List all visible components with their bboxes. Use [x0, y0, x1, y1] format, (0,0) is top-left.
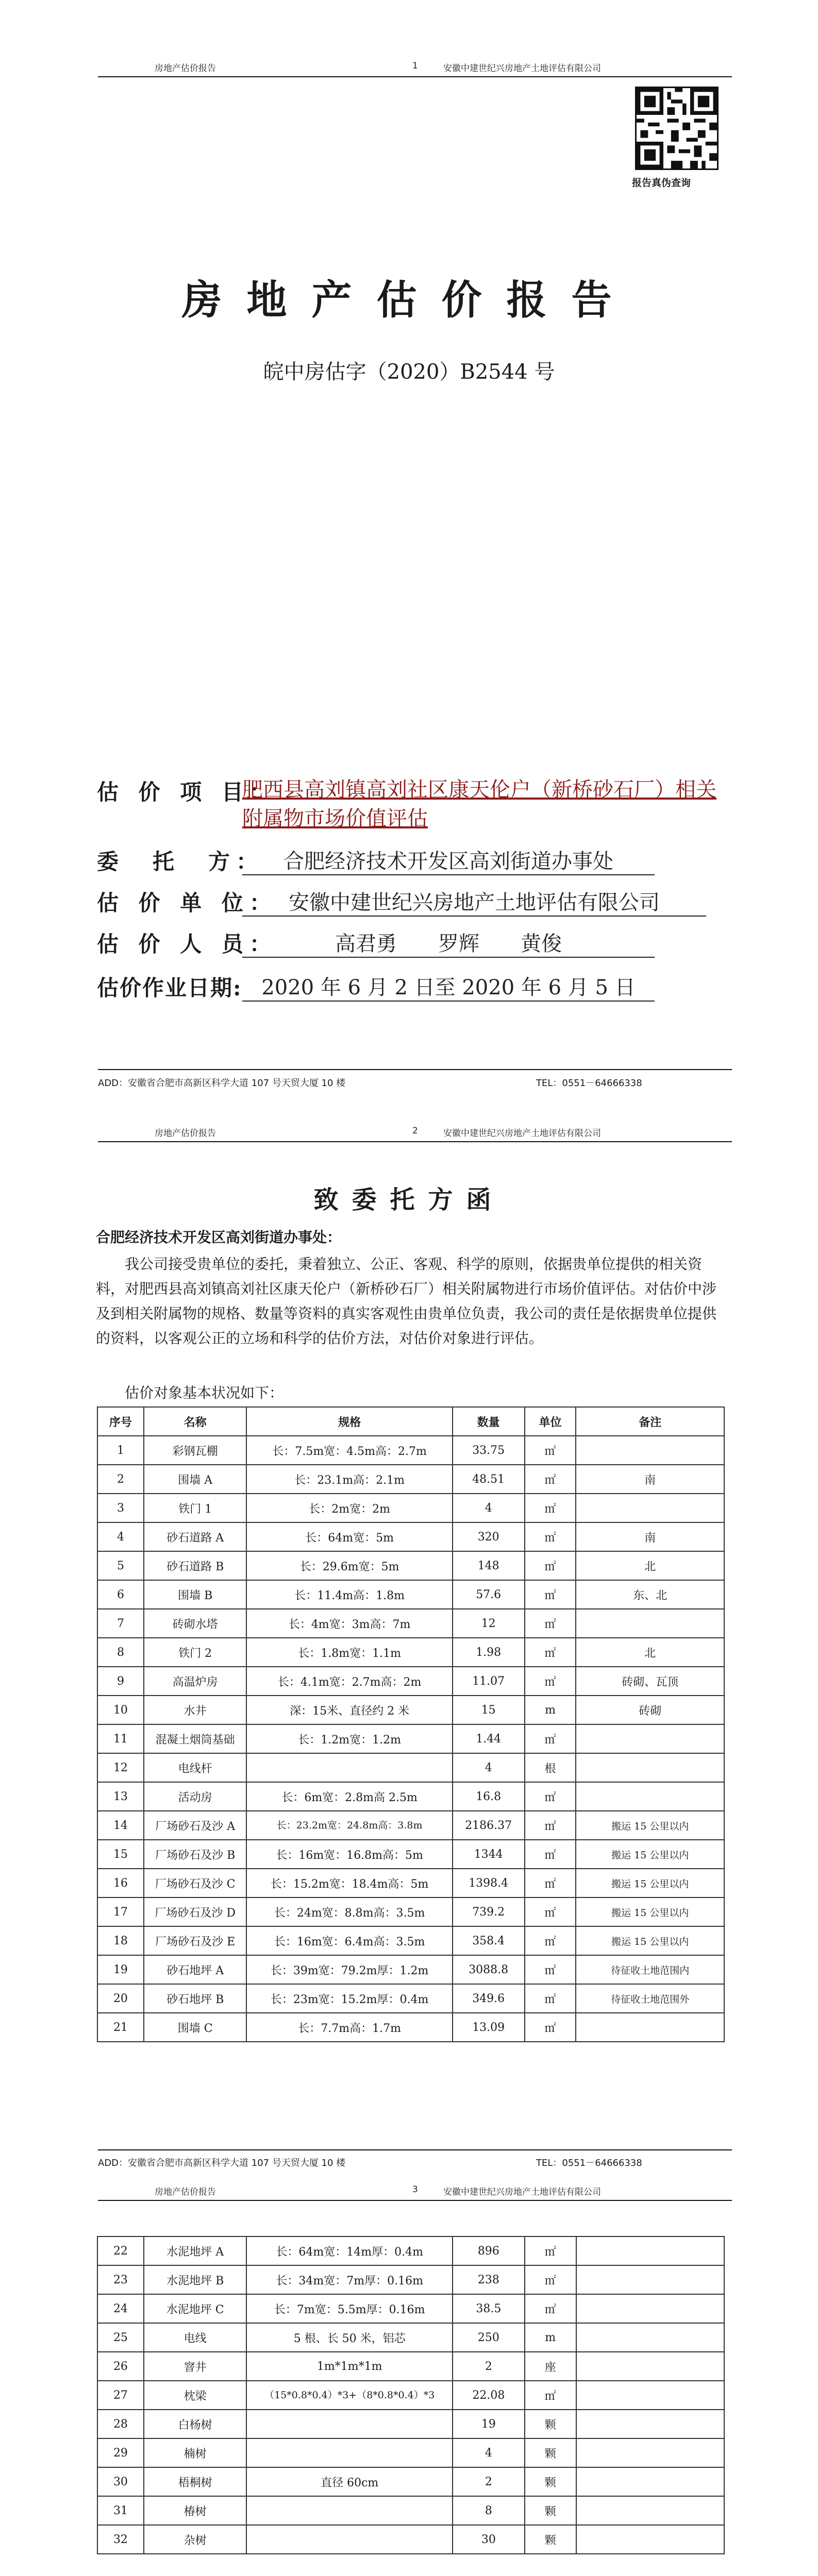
table-cell: 根: [525, 1753, 576, 1782]
table-cell: 33.75: [453, 1436, 525, 1465]
table-cell: 砂石地坪 B: [144, 1984, 247, 2013]
qr-code[interactable]: [635, 87, 719, 170]
qr-caption: 报告真伪查询: [632, 177, 691, 189]
table-cell: 2: [453, 2352, 525, 2381]
table-cell: 待征收土地范围外: [576, 1984, 724, 2013]
table-cell: 30: [97, 2467, 144, 2496]
table-row: [97, 1667, 724, 1696]
table-cell: 长：2m宽：2m: [246, 1494, 452, 1522]
table-cell: [246, 2496, 452, 2525]
table-row: [97, 2294, 724, 2323]
table-row: [97, 1869, 724, 1897]
page-header-left: 房地产估价报告: [155, 1128, 216, 1139]
table-header-row: [97, 1407, 724, 1436]
table-cell: 32: [97, 2525, 144, 2554]
page-header-right: 安徽中建世纪兴房地产土地评估有限公司: [443, 2187, 601, 2197]
table-cell: 水泥地坪 C: [144, 2294, 247, 2323]
table-row: [97, 1782, 724, 1811]
project-value: 肥西县高刘镇高刘社区康天伦户（新桥砂石厂）相关附属物市场价值评估: [242, 778, 716, 831]
table-cell: 长：64m宽：5m: [246, 1522, 452, 1551]
page-number: 2: [412, 1126, 418, 1136]
table-cell: 砖砌、瓦顶: [576, 1667, 724, 1696]
table-header-cell: 名称: [144, 1407, 247, 1436]
table-cell: ㎡: [525, 1869, 576, 1897]
table-row: [97, 2352, 724, 2381]
table-cell: ㎡: [525, 1638, 576, 1667]
table-cell: 长：1.2m宽：1.2m: [246, 1724, 452, 1753]
table-row: [97, 2013, 724, 2042]
table-cell: ㎡: [525, 1667, 576, 1696]
letter-addressee: 合肥经济技术开发区高刘街道办事处：: [96, 1229, 342, 1246]
table-cell: 238: [453, 2265, 525, 2294]
table-cell: 19: [97, 1955, 144, 1984]
date-value: 2020 年 6 月 2 日至 2020 年 6 月 5 日: [242, 971, 655, 1002]
table-cell: 31: [97, 2496, 144, 2525]
letter-paragraph-1: 我公司接受贵单位的委托，秉着独立、公正、客观、科学的原则，依据贵单位提供的相关资料，对肥西县高刘镇高刘社区康天伦户（新桥砂石厂）相关附属物进行市场价值评估。对估价中涉及到相关附属物的规格、数量等资料的真实客观性由贵单位负责，我公司的责任是依据贵单位提供的资料，以客观公正的立场和科学的估价方法，对估价对象进行评估。: [96, 1256, 717, 1347]
table-header-cell: 序号: [97, 1407, 144, 1436]
table-header-cell: 备注: [576, 1407, 724, 1436]
table-header-cell: 单位: [525, 1407, 576, 1436]
table-cell: 17: [97, 1897, 144, 1926]
table-cell: 梧桐树: [144, 2467, 247, 2496]
table-cell: 座: [525, 2352, 576, 2381]
table-row: [97, 1522, 724, 1551]
table-cell: 颗: [525, 2525, 576, 2554]
table-cell: 18: [97, 1926, 144, 1955]
table-cell: 长：64m宽：14m厚：0.4m: [246, 2236, 452, 2265]
table-cell: 北: [576, 1551, 724, 1580]
table-cell: 砂石地坪 A: [144, 1955, 247, 1984]
table-cell: 围墙 A: [144, 1465, 247, 1494]
table-cell: 直径 60cm: [246, 2467, 452, 2496]
table-cell: 长：23.1m高：2.1m: [246, 1465, 452, 1494]
page-number: 1: [412, 61, 418, 71]
table-cell: 22.08: [453, 2381, 525, 2410]
page-header-right: 安徽中建世纪兴房地产土地评估有限公司: [443, 1128, 601, 1139]
table-cell: 10: [97, 1696, 144, 1724]
header-rule: [98, 76, 732, 77]
table-cell: 搬运 15 公里以内: [576, 1869, 724, 1897]
table-cell: 4: [97, 1522, 144, 1551]
table-cell: ㎡: [525, 1522, 576, 1551]
table-cell: 深：15米、直径约 2 米: [246, 1696, 452, 1724]
table-cell: 东、北: [576, 1580, 724, 1609]
table-cell: ㎡: [525, 1840, 576, 1869]
table-cell: （15*0.8*0.4）*3+（8*0.8*0.4）*3: [246, 2381, 452, 2410]
table-cell: 27: [97, 2381, 144, 2410]
table-cell: 搬运 15 公里以内: [576, 1926, 724, 1955]
table-row: [97, 1753, 724, 1782]
table-row: [97, 2323, 724, 2352]
table-cell: 长：34m宽：7m厚：0.16m: [246, 2265, 452, 2294]
table-cell: 21: [97, 2013, 144, 2042]
table-cell: 57.6: [453, 1580, 525, 1609]
client-label: 委 托 方：: [97, 849, 264, 874]
table-cell: 长：23m宽：15.2m厚：0.4m: [246, 1984, 452, 2013]
table-cell: 白杨树: [144, 2410, 247, 2438]
table-cell: m: [525, 1696, 576, 1724]
client-value: 合肥经济技术开发区高刘街道办事处: [242, 845, 655, 875]
table-cell: 窨井: [144, 2352, 247, 2381]
table-cell: [576, 2323, 724, 2352]
table-row: [97, 2265, 724, 2294]
table-cell: 29: [97, 2438, 144, 2467]
table-cell: 颗: [525, 2438, 576, 2467]
table-cell: 19: [453, 2410, 525, 2438]
table-row: [97, 1580, 724, 1609]
table-cell: ㎡: [525, 1897, 576, 1926]
table-cell: 3: [97, 1494, 144, 1522]
table-cell: 2186.37: [453, 1811, 525, 1840]
asset-table: [97, 1406, 725, 2042]
table-cell: 厂场砂石及沙 C: [144, 1869, 247, 1897]
table-cell: 长：29.6m宽：5m: [246, 1551, 452, 1580]
table-cell: [576, 2438, 724, 2467]
table-cell: 长：4m宽：3m高：7m: [246, 1609, 452, 1638]
table-cell: 长：7m宽：5.5m厚：0.16m: [246, 2294, 452, 2323]
table-cell: 高温炉房: [144, 1667, 247, 1696]
table-cell: [576, 1609, 724, 1638]
table-cell: 电线: [144, 2323, 247, 2352]
table-cell: 2: [453, 2467, 525, 2496]
table-cell: 38.5: [453, 2294, 525, 2323]
table-cell: 搬运 15 公里以内: [576, 1897, 724, 1926]
table-cell: 5: [97, 1551, 144, 1580]
table-cell: 砖砌水塔: [144, 1609, 247, 1638]
table-cell: 320: [453, 1522, 525, 1551]
table-cell: 739.2: [453, 1897, 525, 1926]
table-row: [97, 2467, 724, 2496]
table-cell: 5 根、长 50 米，铝芯: [246, 2323, 452, 2352]
table-cell: 7: [97, 1609, 144, 1638]
table-cell: 混凝土烟筒基础: [144, 1724, 247, 1753]
table-cell: [246, 2410, 452, 2438]
table-row: [97, 1926, 724, 1955]
table-cell: ㎡: [525, 1580, 576, 1609]
table-cell: 活动房: [144, 1782, 247, 1811]
table-cell: [576, 1753, 724, 1782]
table-cell: 349.6: [453, 1984, 525, 2013]
table-cell: 厂场砂石及沙 D: [144, 1897, 247, 1926]
table-cell: 围墙 C: [144, 2013, 247, 2042]
table-cell: 16: [97, 1869, 144, 1897]
table-cell: 4: [453, 1753, 525, 1782]
table-cell: 铁门 1: [144, 1494, 247, 1522]
table-header-cell: 数量: [453, 1407, 525, 1436]
table-cell: 1.44: [453, 1724, 525, 1753]
table-row: [97, 1724, 724, 1753]
table-cell: [576, 2013, 724, 2042]
table-cell: 1.98: [453, 1638, 525, 1667]
page-header-right: 安徽中建世纪兴房地产土地评估有限公司: [443, 63, 601, 74]
table-row: [97, 1465, 724, 1494]
table-cell: [576, 2410, 724, 2438]
staff-label: 估 价 人 员：: [97, 931, 277, 957]
table-cell: 搬运 15 公里以内: [576, 1840, 724, 1869]
page-header-left: 房地产估价报告: [155, 2187, 216, 2197]
table-cell: 厂场砂石及沙 A: [144, 1811, 247, 1840]
table-cell: 砂石道路 B: [144, 1551, 247, 1580]
table-cell: 11.07: [453, 1667, 525, 1696]
table-cell: [576, 2525, 724, 2554]
table-cell: 4: [453, 2438, 525, 2467]
table-row: [97, 1840, 724, 1869]
table-cell: 长：6m宽：2.8m高 2.5m: [246, 1782, 452, 1811]
report-number: 皖中房估字（2020）B2544 号: [263, 360, 555, 384]
table-cell: 8: [97, 1638, 144, 1667]
table-cell: 24: [97, 2294, 144, 2323]
table-cell: 长：1.8m宽：1.1m: [246, 1638, 452, 1667]
table-row: [97, 1811, 724, 1840]
table-cell: 48.51: [453, 1465, 525, 1494]
table-cell: ㎡: [525, 1609, 576, 1638]
table-cell: [576, 2381, 724, 2410]
table-cell: 南: [576, 1465, 724, 1494]
asset-table-continued: [97, 2236, 725, 2554]
appraiser-label: 估 价 单 位：: [97, 890, 277, 916]
table-cell: 长：16m宽：6.4m高：3.5m: [246, 1926, 452, 1955]
table-cell: [576, 1724, 724, 1753]
appraiser-value: 安徽中建世纪兴房地产土地评估有限公司: [242, 886, 706, 917]
table-cell: [576, 1494, 724, 1522]
table-cell: [576, 2467, 724, 2496]
footer-address: ADD：安徽省合肥市高新区科学大道 107 号天贸大厦 10 楼: [98, 2158, 346, 2168]
table-cell: 148: [453, 1551, 525, 1580]
table-cell: m: [525, 2323, 576, 2352]
table-cell: ㎡: [525, 1782, 576, 1811]
table-cell: 长：7.7m高：1.7m: [246, 2013, 452, 2042]
table-row: [97, 2236, 724, 2265]
table-cell: 13: [97, 1782, 144, 1811]
table-cell: 南: [576, 1522, 724, 1551]
table-header-cell: 规格: [246, 1407, 452, 1436]
table-row: [97, 2438, 724, 2467]
footer-rule: [98, 1069, 732, 1070]
page-header-left: 房地产估价报告: [155, 63, 216, 74]
table-cell: ㎡: [525, 1724, 576, 1753]
table-cell: 铁门 2: [144, 1638, 247, 1667]
table-cell: ㎡: [525, 1984, 576, 2013]
table-cell: ㎡: [525, 1955, 576, 1984]
table-row: [97, 1609, 724, 1638]
table-row: [97, 2410, 724, 2438]
table-cell: [246, 2525, 452, 2554]
table-cell: 3088.8: [453, 1955, 525, 1984]
footer-address: ADD：安徽省合肥市高新区科学大道 107 号天贸大厦 10 楼: [98, 1078, 346, 1089]
table-cell: 15: [453, 1696, 525, 1724]
table-cell: 8: [453, 2496, 525, 2525]
table-cell: 11: [97, 1724, 144, 1753]
report-title: 房地产估价报告: [181, 277, 637, 324]
footer-tel: TEL：0551－64666338: [536, 2158, 642, 2168]
table-cell: 30: [453, 2525, 525, 2554]
footer-tel: TEL：0551－64666338: [536, 1078, 642, 1089]
table-cell: 厂场砂石及沙 E: [144, 1926, 247, 1955]
project-label: 估 价 项 目：: [97, 779, 277, 805]
staff-value: 高君勇 罗辉 黄俊: [242, 927, 655, 958]
table-cell: ㎡: [525, 1465, 576, 1494]
table-cell: 楠树: [144, 2438, 247, 2467]
table-cell: [576, 2496, 724, 2525]
table-cell: 25: [97, 2323, 144, 2352]
table-cell: 砖砌: [576, 1696, 724, 1724]
table-cell: [576, 1436, 724, 1465]
table-cell: 1344: [453, 1840, 525, 1869]
table-row: [97, 1638, 724, 1667]
table-cell: ㎡: [525, 2236, 576, 2265]
table-row: [97, 2496, 724, 2525]
table-cell: 搬运 15 公里以内: [576, 1811, 724, 1840]
table-cell: ㎡: [525, 2013, 576, 2042]
table-row: [97, 1984, 724, 2013]
table-cell: 长：4.1m宽：2.7m高：2m: [246, 1667, 452, 1696]
table-cell: 水泥地坪 B: [144, 2265, 247, 2294]
table-cell: 250: [453, 2323, 525, 2352]
table-cell: 13.09: [453, 2013, 525, 2042]
table-cell: 6: [97, 1580, 144, 1609]
table-cell: 待征收土地范围内: [576, 1955, 724, 1984]
table-cell: 颗: [525, 2467, 576, 2496]
table-cell: 厂场砂石及沙 B: [144, 1840, 247, 1869]
header-rule: [98, 1141, 732, 1142]
table-cell: 彩钢瓦棚: [144, 1436, 247, 1465]
qr-code-icon: [637, 88, 717, 168]
table-cell: 北: [576, 1638, 724, 1667]
table-cell: ㎡: [525, 1551, 576, 1580]
table-cell: ㎡: [525, 1811, 576, 1840]
table-cell: 12: [453, 1609, 525, 1638]
table-row: [97, 1436, 724, 1465]
table-cell: ㎡: [525, 2265, 576, 2294]
table-cell: ㎡: [525, 1926, 576, 1955]
table-row: [97, 1696, 724, 1724]
table-cell: 长：23.2m宽：24.8m高：3.8m: [246, 1811, 452, 1840]
table-cell: [576, 2294, 724, 2323]
table-cell: 颗: [525, 2410, 576, 2438]
table-cell: 12: [97, 1753, 144, 1782]
table-cell: 水泥地坪 A: [144, 2236, 247, 2265]
table-cell: 围墙 B: [144, 1580, 247, 1609]
table-row: [97, 2525, 724, 2554]
table-cell: 长：16m宽：16.8m高：5m: [246, 1840, 452, 1869]
table-row: [97, 1897, 724, 1926]
table-cell: 358.4: [453, 1926, 525, 1955]
table-cell: 1: [97, 1436, 144, 1465]
table-row: [97, 1494, 724, 1522]
table-cell: ㎡: [525, 1494, 576, 1522]
table-cell: 椿树: [144, 2496, 247, 2525]
table-cell: 28: [97, 2410, 144, 2438]
table-cell: 长：7.5m宽：4.5m高：2.7m: [246, 1436, 452, 1465]
table-cell: [576, 2265, 724, 2294]
table-cell: 20: [97, 1984, 144, 2013]
table-cell: [576, 2352, 724, 2381]
table-cell: 22: [97, 2236, 144, 2265]
table-cell: 电线杆: [144, 1753, 247, 1782]
table-cell: 896: [453, 2236, 525, 2265]
footer-rule: [98, 2149, 732, 2150]
table-cell: 4: [453, 1494, 525, 1522]
table-cell: 砂石道路 A: [144, 1522, 247, 1551]
table-cell: 长：11.4m高：1.8m: [246, 1580, 452, 1609]
table-cell: 16.8: [453, 1782, 525, 1811]
table-cell: 23: [97, 2265, 144, 2294]
page-number: 3: [412, 2184, 418, 2195]
table-cell: 15: [97, 1840, 144, 1869]
table-cell: 长：15.2m宽：18.4m高：5m: [246, 1869, 452, 1897]
table-cell: 长：24m宽：8.8m高：3.5m: [246, 1897, 452, 1926]
table-cell: [246, 2438, 452, 2467]
table-cell: 9: [97, 1667, 144, 1696]
table-cell: [246, 1753, 452, 1782]
table-cell: [576, 1782, 724, 1811]
table-cell: 杂树: [144, 2525, 247, 2554]
date-label: 估价作业日期:: [97, 975, 242, 1001]
table-cell: 26: [97, 2352, 144, 2381]
table-row: [97, 1955, 724, 1984]
table-cell: 颗: [525, 2496, 576, 2525]
table-cell: [576, 2236, 724, 2265]
table-row: [97, 1551, 724, 1580]
table-cell: 2: [97, 1465, 144, 1494]
table-cell: 长：39m宽：79.2m厚：1.2m: [246, 1955, 452, 1984]
table-cell: 水井: [144, 1696, 247, 1724]
table-cell: 14: [97, 1811, 144, 1840]
table-cell: 枕梁: [144, 2381, 247, 2410]
table-cell: 1398.4: [453, 1869, 525, 1897]
table-cell: ㎡: [525, 2294, 576, 2323]
table-cell: ㎡: [525, 1436, 576, 1465]
table-row: [97, 2381, 724, 2410]
table-cell: ㎡: [525, 2381, 576, 2410]
table-cell: 1m*1m*1m: [246, 2352, 452, 2381]
letter-title: 致委托方函: [313, 1185, 505, 1214]
header-rule: [98, 2200, 732, 2201]
table-intro: 估价对象基本状况如下：: [125, 1384, 284, 1401]
